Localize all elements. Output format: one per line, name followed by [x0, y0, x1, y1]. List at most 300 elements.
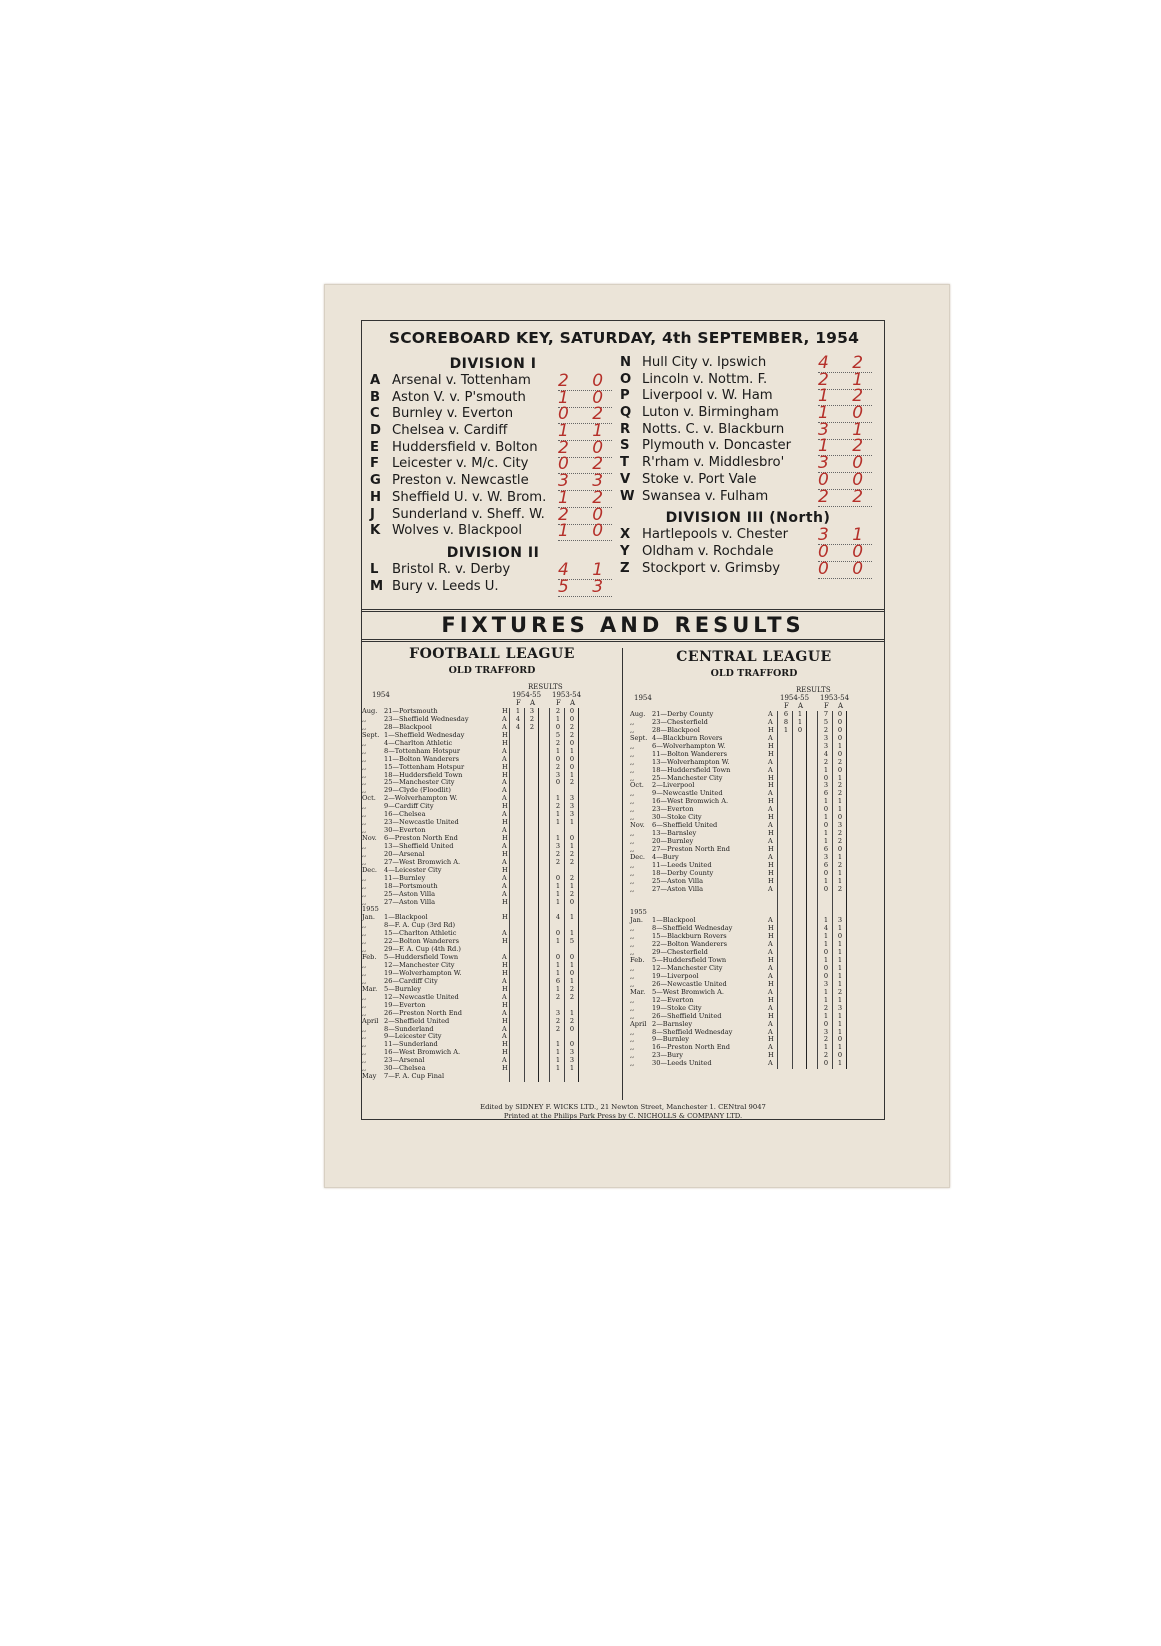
- result-cell: 1: [569, 841, 575, 850]
- fixture-opponent: 30—Everton: [384, 826, 426, 835]
- result-cell: 4: [823, 924, 829, 933]
- handwritten-score: 3 0: [818, 453, 873, 474]
- home-away: H: [768, 876, 774, 885]
- home-away: H: [502, 937, 508, 946]
- result-cell: 0: [837, 1051, 843, 1060]
- handwritten-score: 0 0: [818, 469, 873, 490]
- home-away: H: [502, 961, 508, 969]
- fixture-month: Dec.: [630, 852, 645, 861]
- season-label: 1954-55: [780, 694, 810, 702]
- scoreboard-right-column: [620, 355, 876, 577]
- handwritten-score: 2 0: [558, 371, 613, 391]
- football-league-title: FOOTBALL LEAGUE: [409, 646, 575, 662]
- result-cell: 5: [569, 937, 575, 946]
- home-away: A: [768, 884, 773, 893]
- fixture-opponent: 29—F. A. Cup (4th Rd.): [384, 945, 461, 954]
- result-cell: 3: [555, 770, 561, 779]
- result-cell: 1: [515, 707, 521, 715]
- match-fixture: Luton v. Birmingham: [642, 405, 779, 421]
- result-cell: 0: [555, 722, 561, 731]
- home-away: A: [768, 710, 773, 718]
- result-cell: 3: [569, 1056, 575, 1065]
- result-cell: 6: [823, 860, 829, 869]
- fixture-opponent: 18—Huddersfield Town: [384, 770, 463, 779]
- fixture-opponent: 23—Arsenal: [384, 1056, 425, 1065]
- result-cell: 2: [837, 860, 843, 869]
- fixture-month: Oct.: [630, 781, 644, 790]
- result-cell: 0: [823, 971, 829, 980]
- fixture-month: ,,: [630, 948, 635, 957]
- home-away: A: [502, 857, 507, 866]
- home-away: A: [502, 841, 507, 850]
- result-column-rule: [846, 711, 847, 1069]
- fixture-opponent: 30—Leeds United: [652, 1059, 712, 1068]
- home-away: H: [502, 770, 508, 779]
- result-cell: 1: [569, 929, 575, 938]
- fixture-opponent: 9—Cardiff City: [384, 802, 434, 811]
- fixture-opponent: 16—Preston North End: [652, 1043, 730, 1052]
- fixture-opponent: 9—Burnley: [652, 1035, 690, 1044]
- home-away: A: [768, 789, 773, 798]
- result-cell: 2: [569, 873, 575, 882]
- fixture-opponent: 27—Aston Villa: [384, 897, 435, 906]
- fixture-month: ,,: [362, 826, 367, 835]
- home-away: A: [502, 1056, 507, 1065]
- year-label: 1954: [634, 694, 652, 702]
- result-cell: 0: [823, 964, 829, 972]
- fixture-opponent: 6—Preston North End: [384, 834, 458, 842]
- result-column-rule: [538, 708, 539, 1082]
- result-cell: 0: [837, 725, 843, 734]
- match-letter: W: [620, 488, 635, 504]
- result-cell: 3: [569, 794, 575, 803]
- result-cell: 1: [837, 805, 843, 814]
- fixture-month: ,,: [362, 818, 367, 827]
- handwritten-score: 1 0: [558, 387, 613, 408]
- scoreboard-match: [620, 486, 876, 507]
- result-cell: 2: [555, 762, 561, 771]
- fixture-opponent: 19—Liverpool: [652, 971, 699, 980]
- column-divider: [622, 648, 623, 1100]
- football-league-venue: OLD TRAFFORD: [448, 665, 536, 676]
- fixture-row: [362, 1073, 622, 1081]
- result-cell: 3: [823, 741, 829, 750]
- fixture-month: Sept.: [630, 733, 648, 742]
- fixture-month: ,,: [630, 860, 635, 869]
- home-away: A: [502, 881, 507, 890]
- result-cell: 1: [837, 995, 843, 1004]
- result-cell: 3: [823, 781, 829, 790]
- fixture-opponent: 26—Preston North End: [384, 1008, 462, 1017]
- match-fixture: Stockport v. Grimsby: [642, 560, 781, 576]
- result-cell: 2: [569, 984, 575, 993]
- result-cell: 1: [569, 881, 575, 890]
- home-away: H: [502, 968, 508, 977]
- handwritten-score: 2 0: [558, 437, 613, 458]
- fixture-month: ,,: [630, 805, 635, 814]
- match-fixture: Plymouth v. Doncaster: [642, 438, 792, 454]
- fixture-opponent: 2—Sheffield United: [384, 1016, 450, 1025]
- fixture-month: ,,: [362, 722, 367, 731]
- fixture-month: ,,: [362, 961, 367, 969]
- fixtures-title: FIXTURES AND RESULTS: [441, 613, 805, 637]
- fixture-month: ,,: [362, 921, 367, 930]
- against-label: A: [838, 702, 844, 710]
- home-away: A: [768, 757, 773, 766]
- home-away: A: [768, 733, 773, 742]
- fixture-month: ,,: [630, 749, 635, 758]
- fixture-month: ,,: [362, 762, 367, 771]
- result-cell: 1: [555, 937, 561, 946]
- fixture-month: ,,: [362, 1000, 367, 1009]
- result-cell: 1: [783, 725, 789, 734]
- fixture-month: ,,: [630, 757, 635, 766]
- fixture-month: Oct.: [362, 794, 376, 803]
- fixture-opponent: 8—Sheffield Wednesday: [652, 1027, 733, 1036]
- result-cell: 1: [823, 1011, 829, 1020]
- result-cell: 1: [555, 1040, 561, 1049]
- match-fixture: Oldham v. Rochdale: [642, 543, 774, 559]
- results-label: RESULTS: [796, 686, 831, 694]
- fixture-opponent: 23—Sheffield Wednesday: [384, 714, 469, 723]
- fixture-month: ,,: [630, 932, 635, 941]
- fixture-month: Jan.: [630, 916, 643, 925]
- match-fixture: Preston v. Newcastle: [392, 473, 529, 489]
- match-letter: C: [370, 406, 380, 422]
- result-cell: 0: [823, 1059, 829, 1068]
- home-away: A: [502, 810, 507, 819]
- handwritten-score: 0 2: [558, 454, 613, 475]
- fixture-opponent: 11—Sunderland: [384, 1040, 438, 1049]
- scoreboard-title: SCOREBOARD KEY, SATURDAY, 4th SEPTEMBER, 1954: [388, 329, 860, 347]
- home-away: H: [502, 802, 508, 811]
- fixture-opponent: 15—Charlton Athletic: [384, 929, 457, 938]
- fixture-opponent: 23—Everton: [652, 805, 694, 814]
- central-league-title: CENTRAL LEAGUE: [676, 649, 832, 665]
- home-away: A: [502, 794, 507, 803]
- scoreboard-left-column: [370, 355, 616, 595]
- fixture-month: ,,: [362, 929, 367, 938]
- home-away: A: [502, 786, 507, 795]
- fixture-month: Feb.: [362, 953, 377, 962]
- fixture-opponent: 29—Clyde (Floodlit): [384, 786, 451, 795]
- fixture-opponent: 21—Derby County: [652, 710, 714, 718]
- match-letter: Z: [620, 560, 630, 576]
- fixture-month: ,,: [362, 714, 367, 723]
- match-letter: N: [620, 355, 632, 370]
- match-fixture: Wolves v. Blackpool: [392, 523, 522, 539]
- result-cell: 1: [837, 1019, 843, 1028]
- result-cell: 1: [837, 773, 843, 782]
- fixture-opponent: 20—Burnley: [652, 837, 694, 845]
- home-away: H: [502, 730, 508, 739]
- fixture-month: Sept.: [362, 730, 380, 739]
- result-column-rule: [777, 711, 778, 1069]
- programme-page: [324, 284, 950, 1188]
- fixture-month: ,,: [362, 873, 367, 882]
- result-cell: 1: [555, 810, 561, 819]
- result-cell: 0: [555, 778, 561, 787]
- result-cell: 3: [823, 979, 829, 988]
- match-letter: J: [370, 506, 375, 522]
- home-away: A: [502, 889, 507, 898]
- handwritten-score: 5 3: [558, 576, 613, 597]
- against-label: A: [798, 702, 804, 710]
- result-cell: 0: [823, 868, 829, 877]
- result-cell: 3: [823, 852, 829, 861]
- result-cell: 1: [823, 813, 829, 822]
- fixture-opponent: 5—Huddersfield Town: [384, 953, 459, 962]
- home-away: A: [768, 1019, 773, 1028]
- home-away: H: [768, 932, 774, 941]
- fixture-opponent: 27—Aston Villa: [652, 884, 703, 893]
- fixture-month: ,,: [362, 968, 367, 977]
- home-away: H: [768, 725, 774, 734]
- result-cell: 1: [569, 746, 575, 755]
- result-cell: 3: [555, 841, 561, 850]
- fixture-month: ,,: [362, 992, 367, 1001]
- fixture-month: ,,: [362, 881, 367, 890]
- result-cell: 1: [823, 829, 829, 838]
- fixture-month: ,,: [362, 1064, 367, 1073]
- result-cell: 0: [837, 844, 843, 853]
- home-away: A: [502, 992, 507, 1001]
- fixture-opponent: 28—Blackpool: [384, 722, 432, 731]
- fixture-opponent: 4—Charlton Athletic: [384, 738, 453, 747]
- home-away: H: [502, 1064, 508, 1073]
- match-fixture: Arsenal v. Tottenham: [392, 373, 531, 388]
- fixture-month: Nov.: [630, 821, 645, 830]
- home-away: H: [768, 979, 774, 988]
- match-fixture: Bury v. Leeds U.: [392, 578, 499, 594]
- scoreboard-match: [370, 523, 616, 540]
- fixture-month: Jan.: [362, 913, 375, 922]
- result-cell: 4: [515, 714, 521, 723]
- fixture-month: ,,: [362, 849, 367, 858]
- home-away: A: [502, 1008, 507, 1017]
- result-cell: 4: [823, 749, 829, 758]
- fixture-opponent: 21—Portsmouth: [384, 707, 438, 715]
- home-away: A: [768, 821, 773, 830]
- result-cell: 2: [529, 714, 535, 723]
- handwritten-score: 1 0: [818, 403, 873, 424]
- home-away: A: [502, 714, 507, 723]
- match-letter: K: [370, 523, 381, 539]
- result-cell: 0: [837, 733, 843, 742]
- result-cell: 0: [837, 749, 843, 758]
- result-cell: 1: [823, 932, 829, 941]
- home-away: H: [768, 924, 774, 933]
- result-cell: 2: [837, 757, 843, 766]
- fixture-opponent: 22—Bolton Wanderers: [652, 940, 727, 949]
- fixture-month: ,,: [630, 844, 635, 853]
- result-cell: 0: [823, 805, 829, 814]
- handwritten-score: 1 2: [818, 386, 873, 407]
- result-cell: 1: [555, 889, 561, 898]
- football-league-table: [362, 708, 622, 1081]
- result-cell: 2: [569, 889, 575, 898]
- home-away: H: [768, 829, 774, 838]
- home-away: A: [768, 916, 773, 925]
- section-divider: [362, 639, 884, 642]
- result-cell: 0: [837, 717, 843, 726]
- fixture-opponent: 25—Aston Villa: [652, 876, 703, 885]
- fixture-opponent: 12—Newcastle United: [384, 992, 459, 1001]
- fixture-opponent: 5—West Bromwich A.: [652, 987, 724, 996]
- result-cell: 2: [569, 722, 575, 731]
- fixture-opponent: 5—Burnley: [384, 984, 422, 993]
- fixture-month: Aug.: [362, 707, 378, 715]
- result-cell: 1: [837, 956, 843, 965]
- result-cell: 1: [837, 797, 843, 806]
- fixture-month: ,,: [630, 868, 635, 877]
- fixture-opponent: 2—Wolverhampton W.: [384, 794, 458, 803]
- fixture-opponent: 6—Wolverhampton W.: [652, 741, 726, 750]
- home-away: H: [502, 913, 508, 922]
- result-cell: 1: [569, 976, 575, 985]
- result-cell: 1: [837, 741, 843, 750]
- result-cell: 1: [837, 868, 843, 877]
- fixture-month: Aug.: [630, 710, 646, 718]
- home-away: H: [768, 995, 774, 1004]
- fixture-opponent: 25—Manchester City: [384, 778, 455, 787]
- home-away: A: [502, 722, 507, 731]
- result-cell: 0: [569, 762, 575, 771]
- home-away: H: [768, 1051, 774, 1060]
- result-cell: 1: [837, 971, 843, 980]
- home-away: A: [768, 1043, 773, 1052]
- fixture-month: ,,: [630, 725, 635, 734]
- result-cell: 1: [555, 1048, 561, 1057]
- match-letter: O: [620, 371, 632, 387]
- result-cell: 0: [797, 725, 803, 734]
- fixture-opponent: 8—Sunderland: [384, 1024, 434, 1033]
- match-fixture: Sheffield U. v. W. Brom.: [392, 489, 547, 505]
- for-label: F: [556, 699, 561, 707]
- result-cell: 3: [569, 802, 575, 811]
- result-cell: 0: [569, 707, 575, 715]
- match-letter: A: [370, 373, 381, 388]
- result-cell: 1: [797, 717, 803, 726]
- fixture-opponent: 19—Stoke City: [652, 1003, 702, 1012]
- result-cell: 1: [837, 1011, 843, 1020]
- fixture-month: 1955: [362, 905, 379, 914]
- result-cell: 2: [823, 725, 829, 734]
- home-away: H: [768, 844, 774, 853]
- result-cell: 3: [837, 821, 843, 830]
- result-cell: 2: [555, 802, 561, 811]
- home-away: H: [502, 1016, 508, 1025]
- home-away: H: [502, 849, 508, 858]
- match-fixture: Swansea v. Fulham: [642, 488, 769, 504]
- page-frame: [361, 320, 885, 1120]
- home-away: A: [768, 805, 773, 814]
- season-label: 1953-54: [820, 694, 850, 702]
- results-label: RESULTS: [528, 683, 563, 691]
- result-cell: 1: [797, 710, 803, 718]
- result-cell: 2: [823, 1035, 829, 1044]
- match-letter: S: [620, 438, 630, 454]
- fixture-opponent: 12—Everton: [652, 995, 694, 1004]
- fixture-month: ,,: [630, 1051, 635, 1060]
- fixture-opponent: 1—Blackpool: [652, 916, 696, 925]
- home-away: H: [502, 707, 508, 715]
- result-cell: 1: [837, 940, 843, 949]
- fixture-month: ,,: [362, 857, 367, 866]
- fixture-month: ,,: [630, 789, 635, 798]
- home-away: A: [502, 746, 507, 755]
- fixture-opponent: 1—Sheffield Wednesday: [384, 730, 465, 739]
- fixture-opponent: 11—Leeds United: [652, 860, 712, 869]
- result-cell: 1: [555, 1056, 561, 1065]
- result-cell: 2: [555, 1016, 561, 1025]
- result-column-rule: [524, 708, 525, 1082]
- against-label: A: [570, 699, 576, 707]
- fixture-opponent: 5—Huddersfield Town: [652, 956, 727, 965]
- result-cell: 0: [569, 754, 575, 763]
- result-cell: 6: [823, 844, 829, 853]
- fixture-month: ,,: [630, 876, 635, 885]
- fixture-opponent: 18—Huddersfield Town: [652, 765, 731, 774]
- result-cell: 1: [555, 746, 561, 755]
- result-cell: 0: [823, 773, 829, 782]
- fixture-month: ,,: [630, 741, 635, 750]
- fixture-month: ,,: [630, 979, 635, 988]
- result-cell: 1: [555, 794, 561, 803]
- result-cell: 1: [837, 876, 843, 885]
- fixture-month: ,,: [630, 924, 635, 933]
- home-away: H: [768, 1011, 774, 1020]
- match-letter: H: [370, 489, 382, 505]
- fixture-month: ,,: [630, 995, 635, 1004]
- result-cell: 0: [555, 953, 561, 962]
- result-cell: 2: [569, 857, 575, 866]
- scoreboard-match: [620, 558, 876, 579]
- result-cell: 0: [569, 834, 575, 842]
- fixture-month: Feb.: [630, 956, 645, 965]
- result-column-rule: [792, 711, 793, 1069]
- match-fixture: Bristol R. v. Derby: [392, 561, 511, 577]
- handwritten-score: 2 1: [818, 369, 873, 390]
- match-fixture: Aston V. v. P'smouth: [392, 389, 526, 405]
- match-letter: Q: [620, 405, 632, 421]
- result-column-rule: [509, 708, 510, 1082]
- result-cell: 0: [823, 948, 829, 957]
- fixture-month: ,,: [362, 746, 367, 755]
- result-cell: 6: [555, 976, 561, 985]
- result-cell: 0: [837, 1035, 843, 1044]
- fixture-month: ,,: [362, 754, 367, 763]
- result-cell: 0: [569, 968, 575, 977]
- fixture-month: ,,: [362, 810, 367, 819]
- fixture-opponent: 13—Wolverhampton W.: [652, 757, 730, 766]
- match-letter: D: [370, 423, 381, 439]
- result-cell: 2: [555, 1024, 561, 1033]
- fixture-opponent: 2—Barnsley: [652, 1019, 693, 1028]
- result-cell: 2: [555, 849, 561, 858]
- fixture-opponent: 9—Leicester City: [384, 1032, 442, 1041]
- result-cell: 0: [569, 953, 575, 962]
- result-column-rule: [549, 708, 550, 1082]
- result-cell: 0: [569, 1040, 575, 1049]
- result-cell: 2: [529, 722, 535, 731]
- result-cell: 1: [555, 881, 561, 890]
- fixture-month: ,,: [630, 837, 635, 845]
- fixture-month: Mar.: [362, 984, 378, 993]
- fixture-month: ,,: [362, 1056, 367, 1065]
- result-cell: 1: [837, 852, 843, 861]
- result-cell: 0: [569, 1024, 575, 1033]
